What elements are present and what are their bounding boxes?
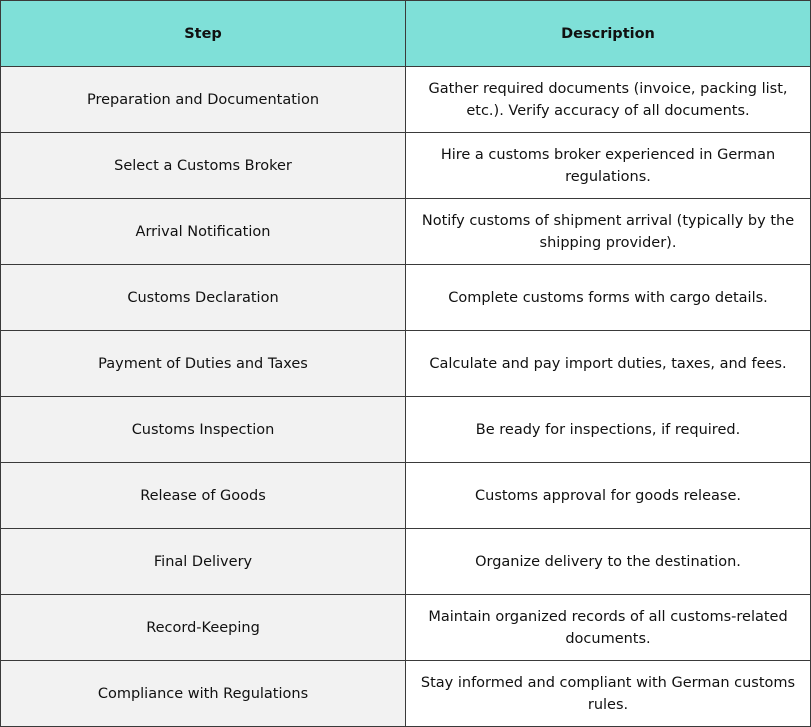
description-cell: Calculate and pay import duties, taxes, and fees. — [406, 331, 811, 397]
description-cell: Notify customs of shipment arrival (typically by the shipping provider). — [406, 199, 811, 265]
table-row — [1, 595, 811, 661]
table-row — [1, 199, 811, 265]
step-cell: Release of Goods — [1, 463, 406, 529]
description-cell: Complete customs forms with cargo details. — [406, 265, 811, 331]
table-header-row — [1, 1, 811, 67]
column-header-description: Description — [406, 1, 811, 67]
table-row — [1, 529, 811, 595]
description-cell: Be ready for inspections, if required. — [406, 397, 811, 463]
table-row — [1, 661, 811, 727]
description-cell: Organize delivery to the destination. — [406, 529, 811, 595]
step-cell: Customs Declaration — [1, 265, 406, 331]
table-row — [1, 397, 811, 463]
table-row — [1, 133, 811, 199]
step-cell: Record-Keeping — [1, 595, 406, 661]
step-cell: Preparation and Documentation — [1, 67, 406, 133]
step-cell: Compliance with Regulations — [1, 661, 406, 727]
table-row — [1, 67, 811, 133]
column-header-step: Step — [1, 1, 406, 67]
description-cell: Customs approval for goods release. — [406, 463, 811, 529]
table-row — [1, 331, 811, 397]
table-row — [1, 463, 811, 529]
step-cell: Payment of Duties and Taxes — [1, 331, 406, 397]
step-cell: Final Delivery — [1, 529, 406, 595]
step-cell: Select a Customs Broker — [1, 133, 406, 199]
description-cell: Hire a customs broker experienced in German regulations. — [406, 133, 811, 199]
description-cell: Maintain organized records of all customs-related documents. — [406, 595, 811, 661]
step-cell: Customs Inspection — [1, 397, 406, 463]
description-cell: Gather required documents (invoice, packing list, etc.). Verify accuracy of all documents. — [406, 67, 811, 133]
step-cell: Arrival Notification — [1, 199, 406, 265]
description-cell: Stay informed and compliant with German customs rules. — [406, 661, 811, 727]
table-row — [1, 265, 811, 331]
